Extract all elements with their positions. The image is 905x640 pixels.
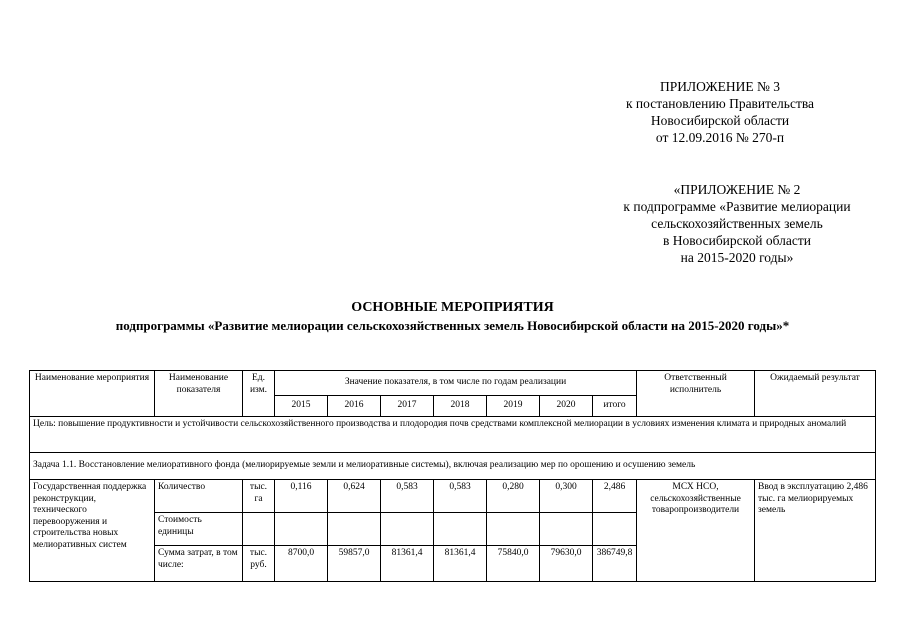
annex3-line2: к постановлению Правительства	[625, 96, 815, 111]
header-year: 2016	[328, 396, 381, 417]
task-row	[30, 453, 876, 480]
annex3-line1: ПРИЛОЖЕНИЕ № 3	[659, 79, 781, 94]
total-cell: 386749,8	[593, 546, 637, 582]
document-subtitle: подпрограммы «Развитие мелиорации сельскохозяйственных земель Новосибирской области на 2015-2020 годы»*	[115, 318, 790, 333]
header-year: 2017	[381, 396, 434, 417]
value-cell: 81361,4	[381, 546, 434, 582]
header-indicator: Наименование показателя	[155, 371, 243, 417]
indicator-name: Количество	[155, 480, 243, 513]
header-year: 2015	[275, 396, 328, 417]
value-cell: 59857,0	[328, 546, 381, 582]
header-unit: Ед. изм.	[243, 371, 275, 417]
header-row-1	[30, 371, 876, 396]
measure-name: Государственная поддержка реконструкции, технического перевооружения и строительства новых мелиоративных систем	[30, 480, 155, 582]
value-cell	[275, 513, 328, 546]
indicator-name: Стоимость единицы	[155, 513, 243, 546]
value-cell: 0,280	[487, 480, 540, 513]
value-cell	[540, 513, 593, 546]
value-cell: 0,583	[381, 480, 434, 513]
value-cell	[487, 513, 540, 546]
unit-cell: тыс. руб.	[243, 546, 275, 582]
annex2-line3: сельскохозяйственных земель	[651, 216, 823, 231]
goal-row	[30, 417, 876, 453]
annex2-line5: на 2015-2020 годы»	[680, 250, 794, 265]
value-cell: 0,583	[434, 480, 487, 513]
indicator-name: Сумма затрат, в том числе:	[155, 546, 243, 582]
unit-cell: тыс. га	[243, 480, 275, 513]
annex2-header	[592, 181, 882, 266]
annex2-line2: к подпрограмме «Развитие мелиорации	[623, 199, 851, 214]
value-cell	[434, 513, 487, 546]
header-result: Ожидаемый результат	[755, 371, 876, 417]
result-cell: Ввод в эксплуатацию 2,486 тыс. га мелиорируемых земель	[755, 480, 876, 582]
annex3-header	[595, 78, 845, 146]
value-cell: 81361,4	[434, 546, 487, 582]
header-total: итого	[593, 396, 637, 417]
total-cell	[593, 513, 637, 546]
total-cell: 2,486	[593, 480, 637, 513]
document-title: ОСНОВНЫЕ МЕРОПРИЯТИЯ	[351, 300, 554, 315]
value-cell: 8700,0	[275, 546, 328, 582]
header-measure: Наименование мероприятия	[30, 371, 155, 417]
annex2-line4: в Новосибирской области	[662, 233, 812, 248]
responsible-cell: МСХ НСО, сельскохозяйственные товаропроизводители	[637, 480, 755, 582]
unit-cell	[243, 513, 275, 546]
value-cell: 0,300	[540, 480, 593, 513]
value-cell: 0,116	[275, 480, 328, 513]
task-text: Задача 1.1. Восстановление мелиоративного фонда (мелиорируемые земли и мелиоративные системы), включая реализацию мер по орошению и осушению земель	[30, 453, 876, 480]
measures-table	[29, 370, 876, 582]
value-cell: 0,624	[328, 480, 381, 513]
annex2-line1: «ПРИЛОЖЕНИЕ № 2	[673, 182, 801, 197]
header-responsible: Ответственный исполнитель	[637, 371, 755, 417]
header-year: 2018	[434, 396, 487, 417]
annex3-line4: от 12.09.2016 № 270-п	[655, 130, 785, 145]
header-year: 2020	[540, 396, 593, 417]
goal-text: Цель: повышение продуктивности и устойчивости сельскохозяйственного производства и плодородия почв средствами комплексной мелиорации в условиях изменения климата и природных аномалий	[30, 417, 876, 453]
header-year: 2019	[487, 396, 540, 417]
value-cell	[328, 513, 381, 546]
value-cell: 79630,0	[540, 546, 593, 582]
value-cell: 75840,0	[487, 546, 540, 582]
header-values: Значение показателя, в том числе по годам реализации	[275, 371, 637, 396]
annex3-line3: Новосибирской области	[650, 113, 790, 128]
table-row	[30, 480, 876, 513]
value-cell	[381, 513, 434, 546]
